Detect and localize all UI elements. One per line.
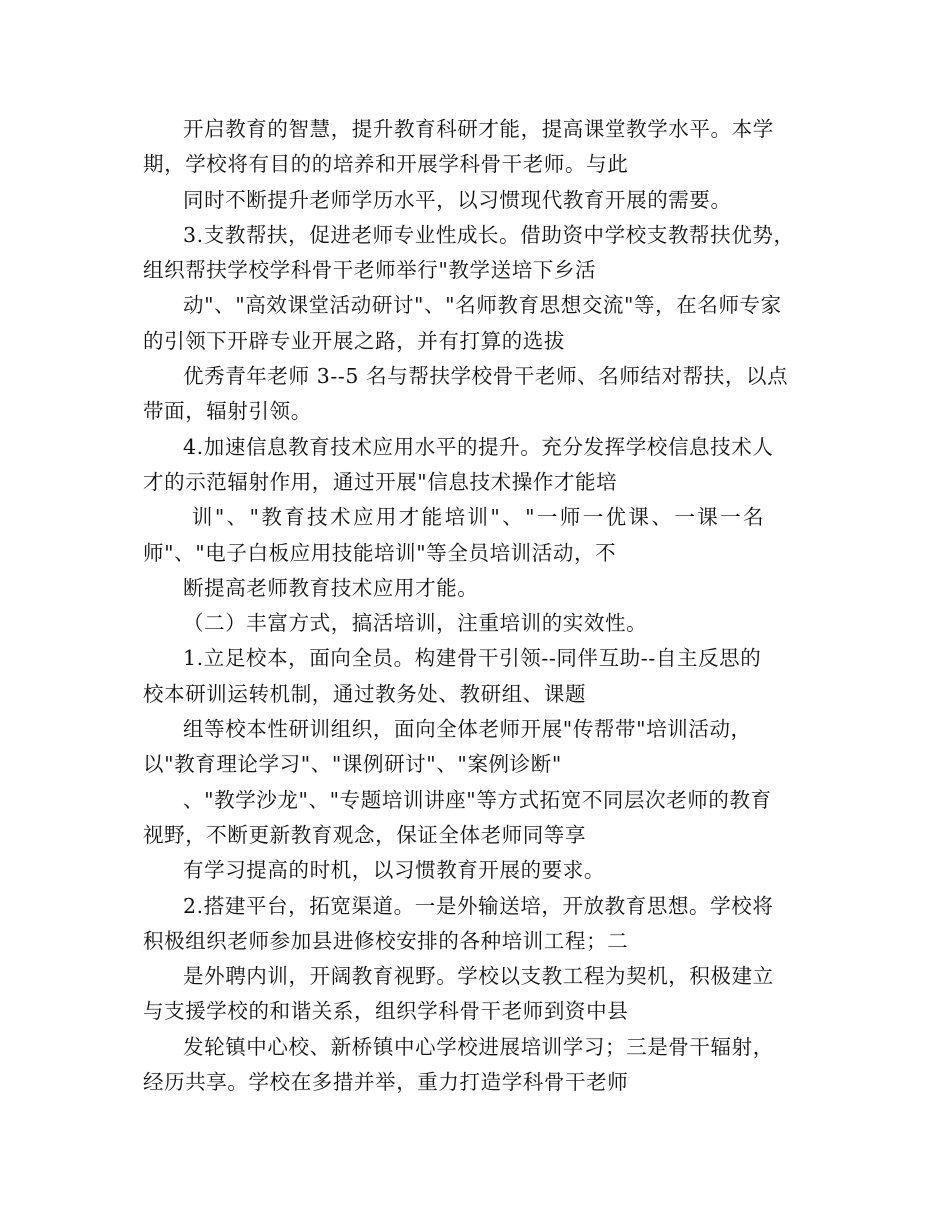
text-line: 师"、"电子白板应用技能培训"等全员培训活动，不	[143, 540, 617, 565]
text-line: 才的示范辐射作用，通过开展"信息技术操作才能培	[143, 469, 618, 494]
text-line: 校本研训运转机制，通过教务处、教研组、课题	[143, 681, 587, 706]
text-line: 、"教学沙龙"、"专题培训讲座"等方式拓宽不同层次老师的教育	[183, 787, 772, 812]
text-line: （二）丰富方式，搞活培训，注重培训的实效性。	[183, 611, 648, 636]
text-line: 4.加速信息教育技术应用水平的提升。充分发挥学校信息技术人	[183, 434, 774, 459]
text-line: 与支援学校的和谐关系，组织学科骨干老师到资中县	[143, 999, 629, 1024]
text-line: 3.支教帮扶，促进老师专业性成长。借助资中学校支教帮扶优势，	[183, 222, 795, 247]
text-line: 组织帮扶学校学科骨干老师举行"教学送培下乡活	[143, 258, 597, 283]
text-line: 1.立足校本，面向全员。构建骨干引领--同伴互助--自主反思的	[183, 646, 762, 671]
text-line: 期，学校将有目的的培养和开展学科骨干老师。与此	[143, 152, 629, 177]
text-line: 训"、"教育技术应用才能培训"、"一师一优课、一课一名	[183, 505, 766, 530]
text-line: 发轮镇中心校、新桥镇中心学校进展培训学习；三是骨干辐射，	[183, 1034, 774, 1059]
text-line: 以"教育理论学习"、"课例研讨"、"案例诊断"	[143, 752, 562, 777]
text-line: 组等校本性研训组织，面向全体老师开展"传帮带"培训活动，	[183, 717, 752, 742]
text-line: 动"、"高效课堂活动研讨"、"名师教育思想交流"等，在名师专家	[183, 293, 782, 318]
text-line: 的引领下开辟专业开展之路，并有打算的选拔	[143, 328, 565, 353]
text-line: 积极组织老师参加县进修校安排的各种培训工程；二	[143, 928, 629, 953]
text-line: 断提高老师教育技术应用才能。	[183, 575, 479, 600]
text-line: 是外聘内训，开阔教育视野。学校以支教工程为契机，积极建立	[183, 964, 774, 989]
text-line: 开启教育的智慧，提升教育科研才能，提高课堂教学水平。本学	[183, 117, 774, 141]
text-line: 优秀青年老师 3--5 名与帮扶学校骨干老师、名师结对帮扶，以点	[183, 364, 789, 389]
text-line: 带面，辐射引领。	[143, 399, 312, 424]
text-line: 2.搭建平台，拓宽渠道。一是外输送培，开放教育思想。学校将	[183, 893, 774, 918]
text-line: 视野，不断更新教育观念，保证全体老师同等享	[143, 822, 587, 847]
document-body	[143, 112, 823, 1100]
text-line: 有学习提高的时机，以习惯教育开展的要求。	[183, 858, 605, 883]
text-line: 同时不断提升老师学历水平，以习惯现代教育开展的需要。	[183, 187, 732, 212]
text-line: 经历共享。学校在多措并举，重力打造学科骨干老师	[143, 1070, 629, 1095]
